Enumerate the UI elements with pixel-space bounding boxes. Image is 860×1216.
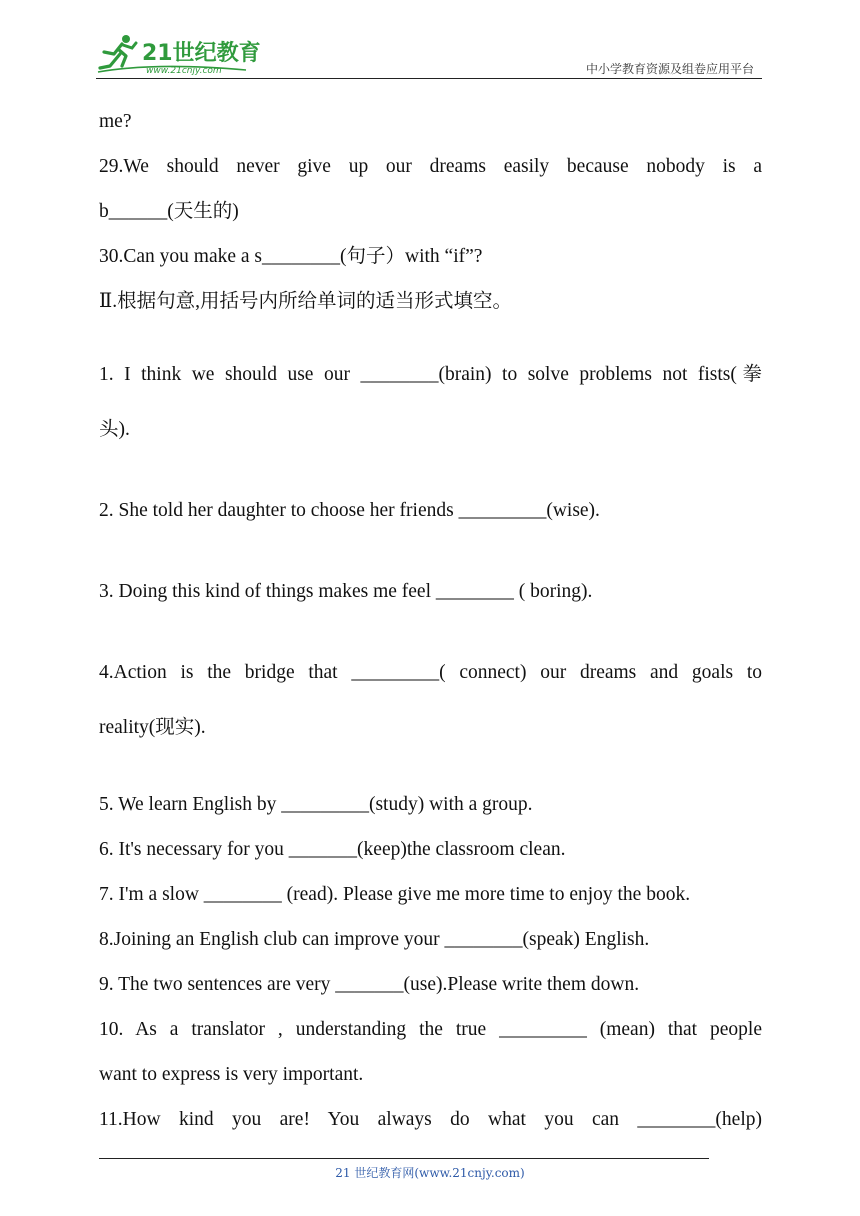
question-1: 1. I think we should use our ________(brain) to solve problems not fists(拳: [99, 364, 762, 385]
question-30: 30.Can you make a s________(句子）with “if”?: [99, 246, 483, 267]
question-3: 3. Doing this kind of things makes me feel ________ ( boring).: [99, 581, 593, 602]
svg-text:21世纪教育: 21世纪教育: [142, 41, 261, 66]
worksheet-content: [99, 104, 762, 1147]
section-heading: Ⅱ.根据句意,用括号内所给单词的适当形式填空。: [99, 291, 513, 312]
question-29: 29.We should never give up our dreams easily because nobody is a: [99, 156, 762, 177]
question-4-continued: reality(现实).: [99, 717, 206, 738]
header-divider: [96, 78, 762, 79]
question-2: 2. She told her daughter to choose her friends _________(wise).: [99, 500, 600, 521]
question-7: 7. I'm a slow ________ (read). Please give me more time to enjoy the book.: [99, 884, 691, 905]
runner-logo-icon: [96, 32, 276, 76]
site-logo: [96, 32, 276, 76]
footer-text: 21 世纪教育网(www.21cnjy.com): [335, 1166, 525, 1180]
question-10: 10. As a translator , understanding the true _________ (mean) that people: [99, 1019, 762, 1040]
svg-text:www.21cnjy.com: www.21cnjy.com: [146, 66, 222, 76]
footer-divider: [99, 1158, 709, 1159]
page-header: [0, 0, 860, 80]
text-line: me?: [99, 111, 132, 132]
question-10-continued: want to express is very important.: [99, 1064, 364, 1085]
header-tagline: 中小学教育资源及组卷应用平台: [585, 62, 754, 76]
question-8: 8.Joining an English club can improve your ________(speak) English.: [99, 929, 650, 950]
question-29-continued: b______(天生的): [99, 201, 239, 222]
question-9: 9. The two sentences are very _______(use).Please write them down.: [99, 974, 640, 995]
question-5: 5. We learn English by _________(study) with a group.: [99, 794, 533, 815]
question-11: 11.How kind you are! You always do what you can ________(help): [99, 1109, 762, 1130]
question-6: 6. It's necessary for you _______(keep)the classroom clean.: [99, 839, 566, 860]
question-1-continued: 头).: [99, 419, 130, 440]
question-4: 4.Action is the bridge that _________( connect) our dreams and goals to: [99, 662, 762, 683]
